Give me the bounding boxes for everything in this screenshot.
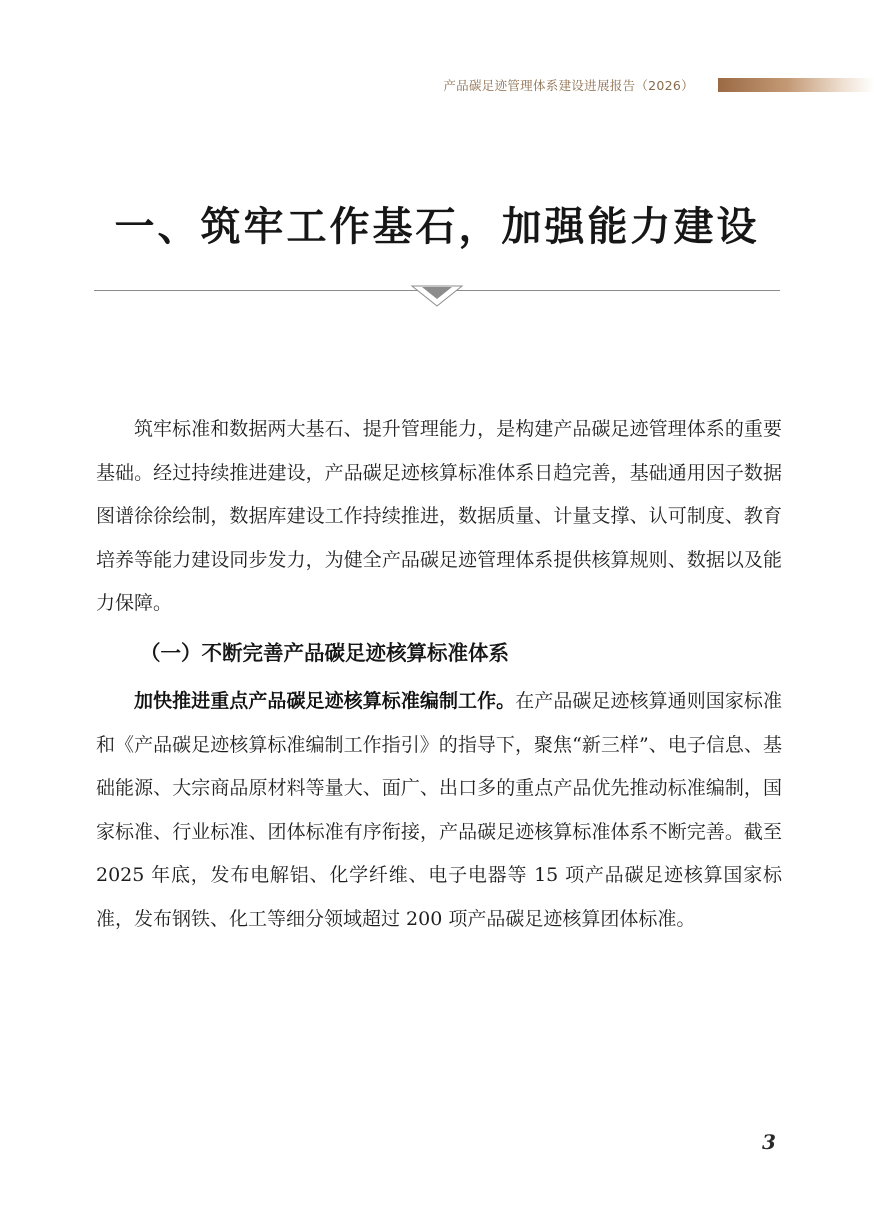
report-title: 产品碳足迹管理体系建设进展报告（2026）	[443, 78, 694, 93]
body-content	[96, 408, 782, 942]
chapter-title: 一、筑牢工作基石，加强能力建设	[114, 202, 760, 250]
page-number: 3	[762, 1130, 776, 1154]
header-accent-bar	[718, 78, 874, 92]
divider-chevron-icon	[410, 282, 464, 308]
section-heading: （一）不断完善产品碳足迹核算标准体系	[140, 640, 509, 665]
intro-paragraph: 筑牢标准和数据两大基石、提升管理能力，是构建产品碳足迹管理体系的重要基础。经过持续推进建设，产品碳足迹核算标准体系日趋完善，基础通用因子数据图谱徐徐绘制，数据库建设工作持续推进，数据质量、计量支撑、认可制度、教育培养等能力建设同步发力，为健全产品碳足迹管理体系提供核算规则、数据以及能力保障。	[96, 418, 782, 615]
section-paragraph	[96, 680, 782, 942]
title-divider	[94, 282, 780, 310]
running-header	[0, 76, 874, 96]
paragraph-body: 在产品碳足迹核算通则国家标准和《产品碳足迹核算标准编制工作指引》的指导下，聚焦“新三样”、电子信息、基础能源、大宗商品原材料等量大、面广、出口多的重点产品优先推动标准编制，国家标准、行业标准、团体标准有序衔接，产品碳足迹核算标准体系不断完善。截至 2025 年底，发布电解铝、化学纤维、电子电器等 15 项产品碳足迹核算国家标准，发布钢铁、化工等细分领域超过 200 项产品碳足迹核算团体标准。	[96, 689, 782, 930]
paragraph-lead: 加快推进重点产品碳足迹核算标准编制工作。	[134, 689, 516, 712]
